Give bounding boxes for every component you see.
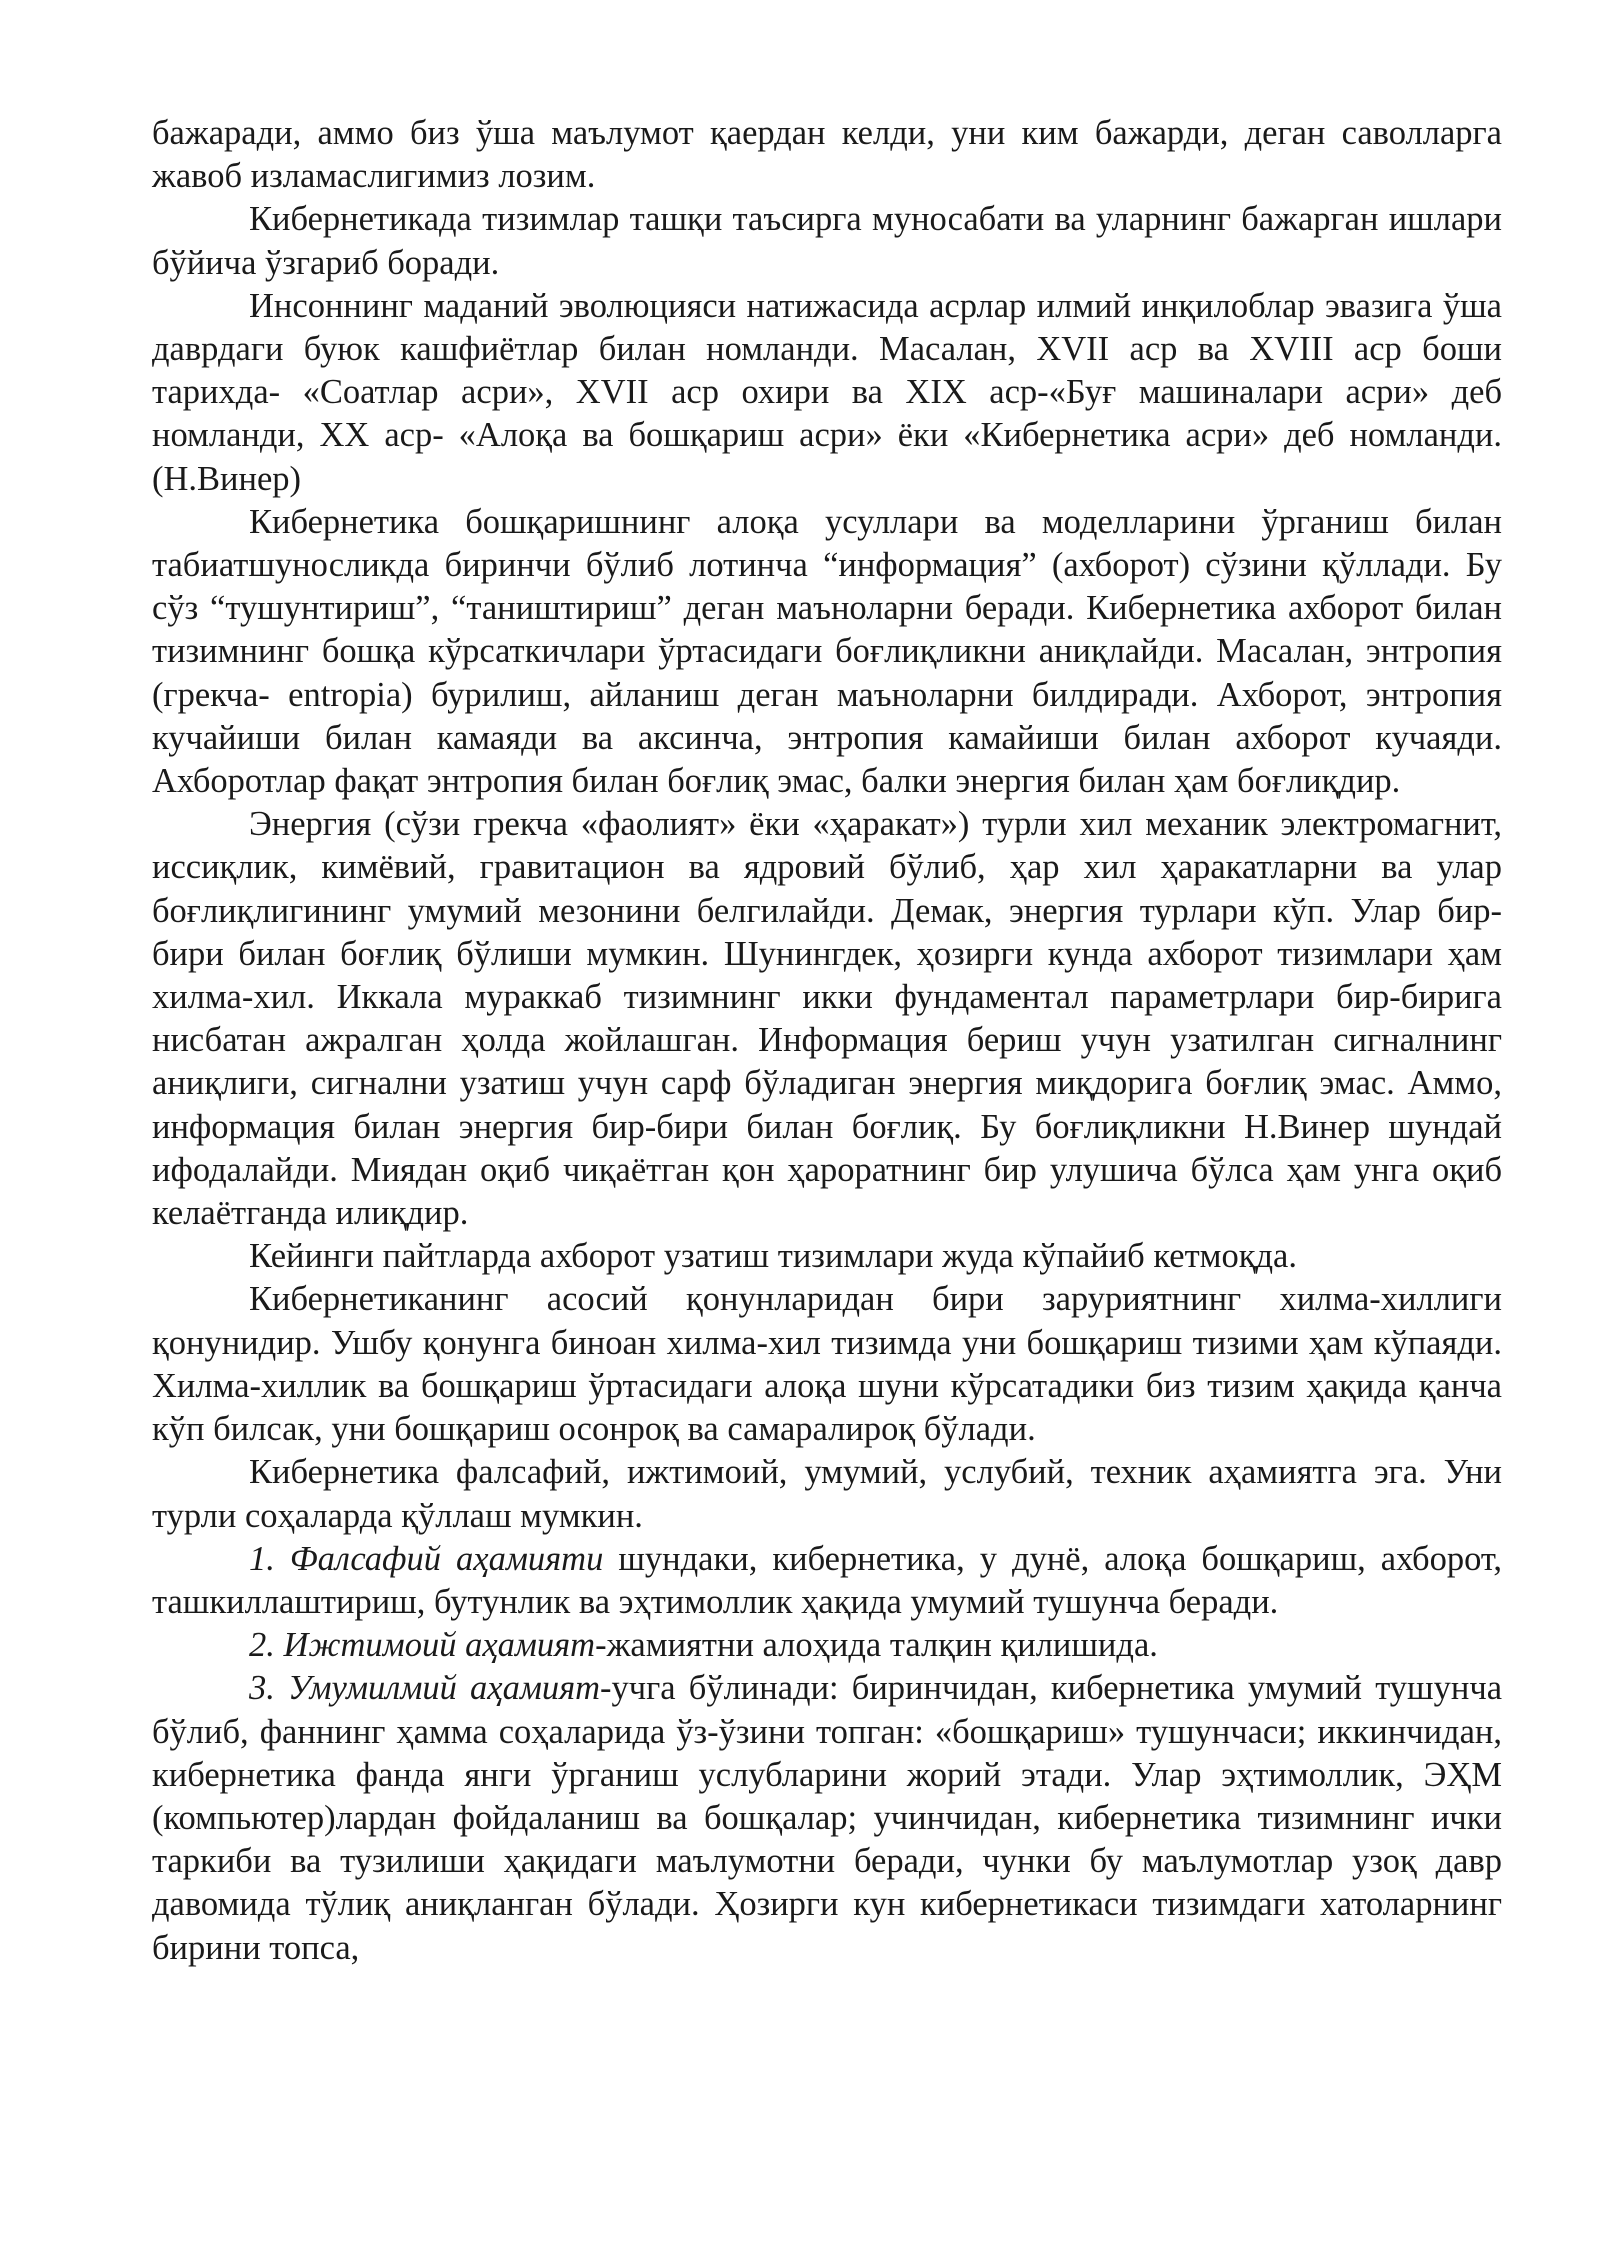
paragraph: Энергия (сўзи грекча «фаолият» ёки «ҳаракат») турли хил механик электромагнит, иссиқлик, кимёвий, гравитацион ва ядровий бўлиб, ҳар хил ҳаракатларни ва улар боғлиқлигининг умумий мезонини белгилайди. Демак, энергия турлари кўп. Улар бир-бири билан боғлиқ бўлиши мумкин. Шунингдек, ҳозирги кунда ахборот тизимлари ҳам хилма-хил. Иккала мураккаб тизимнинг икки фундаментал параметрлари бир-бирига нисбатан ажралган ҳолда жойлашган. Информация бериш учун узатилган сигналнинг аниқлиги, сигнални узатиш учун сарф бўладиган энергия миқдорига боғлиқ эмас. Аммо, информация билан энергия бир-бири билан боғлиқ. Бу боғлиқликни Н.Винер шундай ифодалайди. Миядан оқиб чиқаётган қон ҳароратнинг бир улушича бўлса ҳам унга оқиб келаётганда илиқдир. <box>152 805 1502 1233</box>
paragraph-text: шундаки, кибернетика, у дунё, алоқа бошқариш, ахборот, ташкиллаштириш, бутунлик ва эҳтимоллик ҳақида умумий тушунча беради. <box>152 1539 1502 1621</box>
paragraph: бажаради, аммо биз ўша маълумот қаердан келди, уни ким бажарди, деган саволларга жавоб изламаслигимиз лозим. <box>152 114 1502 196</box>
paragraph-philosophical-significance <box>152 1538 1502 1624</box>
italic-heading: 3. Умумилмий аҳамият <box>249 1669 601 1708</box>
paragraph-social-significance <box>152 1624 1502 1667</box>
paragraph: Инсоннинг маданий эволюцияси натижасида асрлар илмий инқилоблар эвазига ўша даврдаги буюк кашфиётлар билан номланди. Масалан, XVII аср ва XVIII аср боши тарихда- «Соатлар асри», XVII аср охири ва XIX аср-«Буғ машиналари асри» деб номланди, XX аср- «Алоқа ва бошқариш асри» ёки «Кибернетика асри» деб номланди. (Н.Винер) <box>152 286 1502 498</box>
paragraph: Кейинги пайтларда ахборот узатиш тизимлари жуда кўпайиб кетмоқда. <box>249 1237 1297 1276</box>
paragraph: Кибернетиканинг асосий қонунларидан бири заруриятнинг хилма-хиллиги қонунидир. Ушбу қонунга биноан хилма-хил тизимда уни бошқариш тизими ҳам кўпаяди. Хилма-хиллик ва бошқариш ўртасидаги алоқа шуни кўрсатадики биз тизим ҳақида қанча кўп билсак, уни бошқариш осонроқ ва самаралироқ бўлади. <box>152 1280 1502 1449</box>
italic-heading: 1. Фалсафий аҳамияти <box>249 1539 604 1578</box>
document-page <box>152 112 1502 1970</box>
paragraph-text: -жамиятни алоҳида талқин қилишида. <box>595 1626 1158 1665</box>
italic-heading: 2. Ижтимоий аҳамият <box>249 1626 596 1665</box>
paragraph: Кибернетика бошқаришнинг алоқа усуллари ва моделларини ўрганиш билан табиатшуносликда биринчи бўлиб лотинча “информация” (ахборот) сўзини қўллади. Бу сўз “тушунтириш”, “таништириш” деган маъноларни беради. Кибернетика ахборот билан тизимнинг бошқа кўрсаткичлари ўртасидаги боғлиқликни аниқлайди. Масалан, энтропия (грекча- entropia) бурилиш, айланиш деган маъноларни билдиради. Ахборот, энтропия кучайиши билан камаяди ва аксинча, энтропия камайиши билан ахборот кучаяди. Ахборотлар фақат энтропия билан боғлиқ эмас, балки энергия билан ҳам боғлиқдир. <box>152 502 1502 801</box>
paragraph-text: -учга бўлинади: биринчидан, кибернетика умумий тушунча бўлиб, фаннинг ҳамма соҳаларида ўз-ўзини топган: «бошқариш» тушунчаси; иккинчидан, кибернетика фанда янги ўрганиш услубларини жорий этади. Улар эҳтимоллик, ЭҲМ (компьютер)лардан фойдаланиш ва бошқалар; учинчидан, кибернетика тизимнинг ички таркиби ва тузилиши ҳақидаги маълумотни беради, чунки бу маълумотлар узоқ давр давомида тўлиқ аниқланган бўлади. Ҳозирги кун кибернетикаси тизимдаги хатоларнинг бирини топса, <box>152 1669 1503 1967</box>
paragraph: Кибернетика фалсафий, ижтимоий, умумий, услубий, техник аҳамиятга эга. Уни турли соҳаларда қўллаш мумкин. <box>152 1453 1502 1535</box>
paragraph-general-scientific-significance <box>152 1667 1502 1969</box>
paragraph: Кибернетикада тизимлар ташқи таъсирга муносабати ва уларнинг бажарган ишлари бўйича ўзгариб боради. <box>152 200 1502 282</box>
